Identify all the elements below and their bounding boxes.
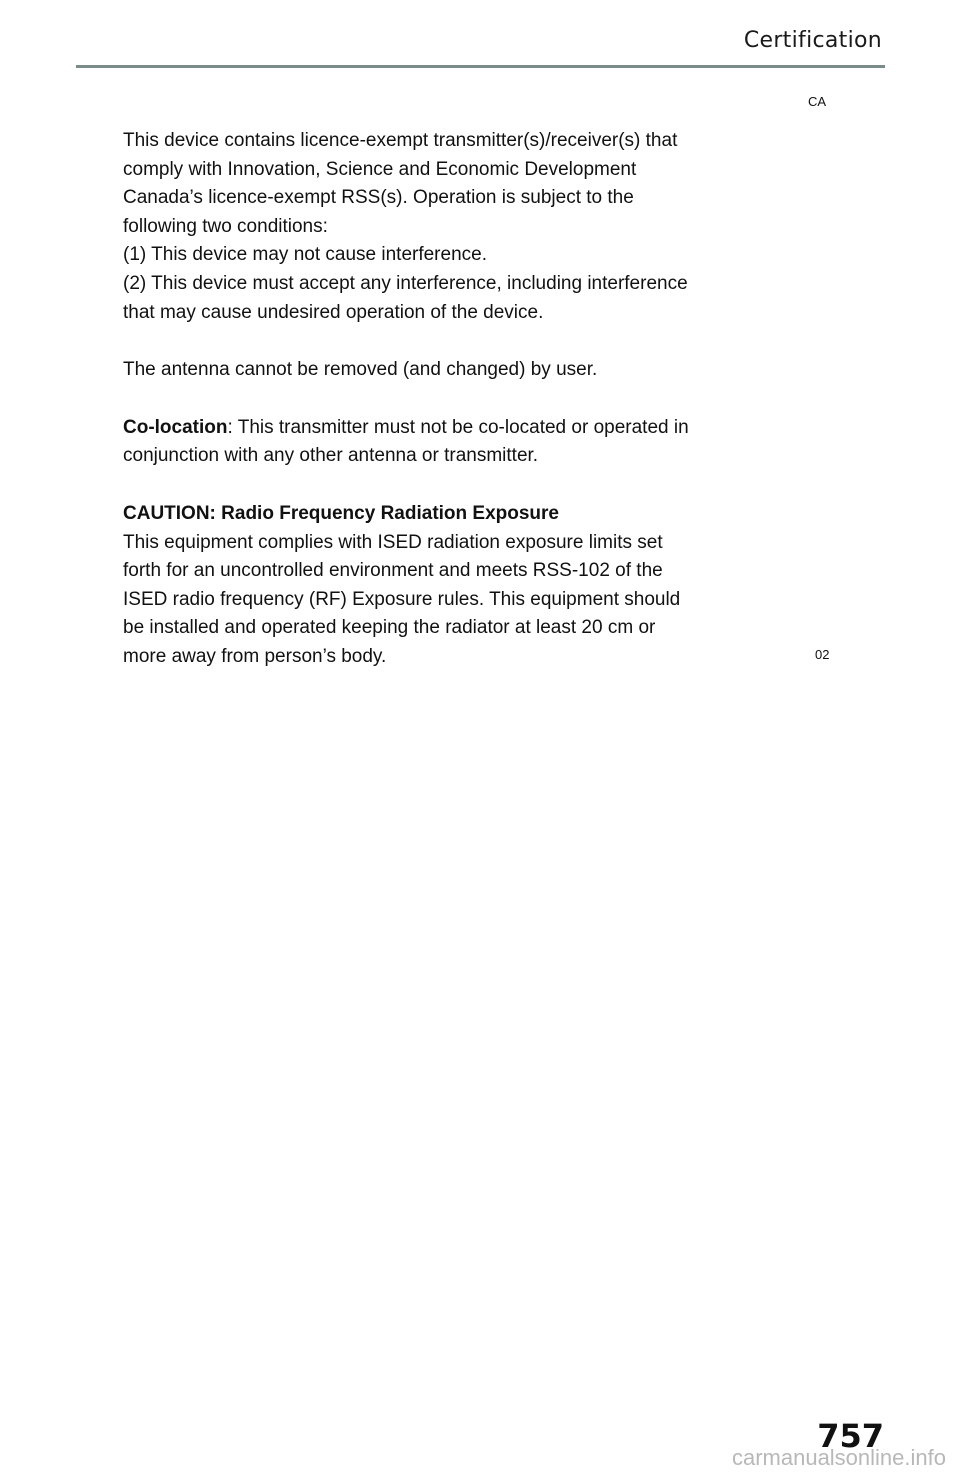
colocation-paragraph [123, 414, 783, 471]
region-tag-bottom: 02 [815, 647, 830, 662]
certification-body [123, 127, 783, 672]
region-tag-top: CA [808, 94, 827, 109]
intro-paragraph [123, 127, 783, 327]
text-line: that may cause undesired operation of the device. [123, 301, 544, 323]
text-line: conjunction with any other antenna or transmitter. [123, 445, 539, 467]
text-line: This device contains licence-exempt transmitter(s)/receiver(s) that [123, 130, 678, 151]
text-line: comply with Innovation, Science and Economic Development [123, 158, 637, 180]
page-title: Certification [743, 28, 882, 53]
text-line: ISED radio frequency (RF) Exposure rules. This equipment should [123, 588, 681, 610]
condition-1: (1) This device may not cause interference. [123, 244, 487, 266]
text-line: forth for an uncontrolled environment and meets RSS-102 of the [123, 560, 663, 582]
text-line: be installed and operated keeping the radiator at least 20 cm or [123, 617, 656, 639]
caution-heading: CAUTION: Radio Frequency Radiation Exposure [123, 502, 559, 524]
text-line: more away from person’s body. [123, 645, 387, 667]
colocation-text: : This transmitter must not be co-located or operated in [227, 416, 689, 438]
page-number: 757 [817, 1417, 884, 1455]
header-divider [76, 65, 885, 68]
colocation-label: Co-location [123, 416, 228, 438]
caution-section [123, 500, 783, 672]
text-line: following two conditions: [123, 215, 328, 237]
antenna-paragraph: The antenna cannot be removed (and changed) by user. [123, 359, 598, 381]
text-line: This equipment complies with ISED radiation exposure limits set [123, 531, 663, 553]
watermark: carmanualsonline.info [731, 1445, 946, 1470]
condition-2: (2) This device must accept any interference, including interference [123, 272, 688, 294]
text-line: Canada’s licence-exempt RSS(s). Operation is subject to the [123, 187, 634, 209]
